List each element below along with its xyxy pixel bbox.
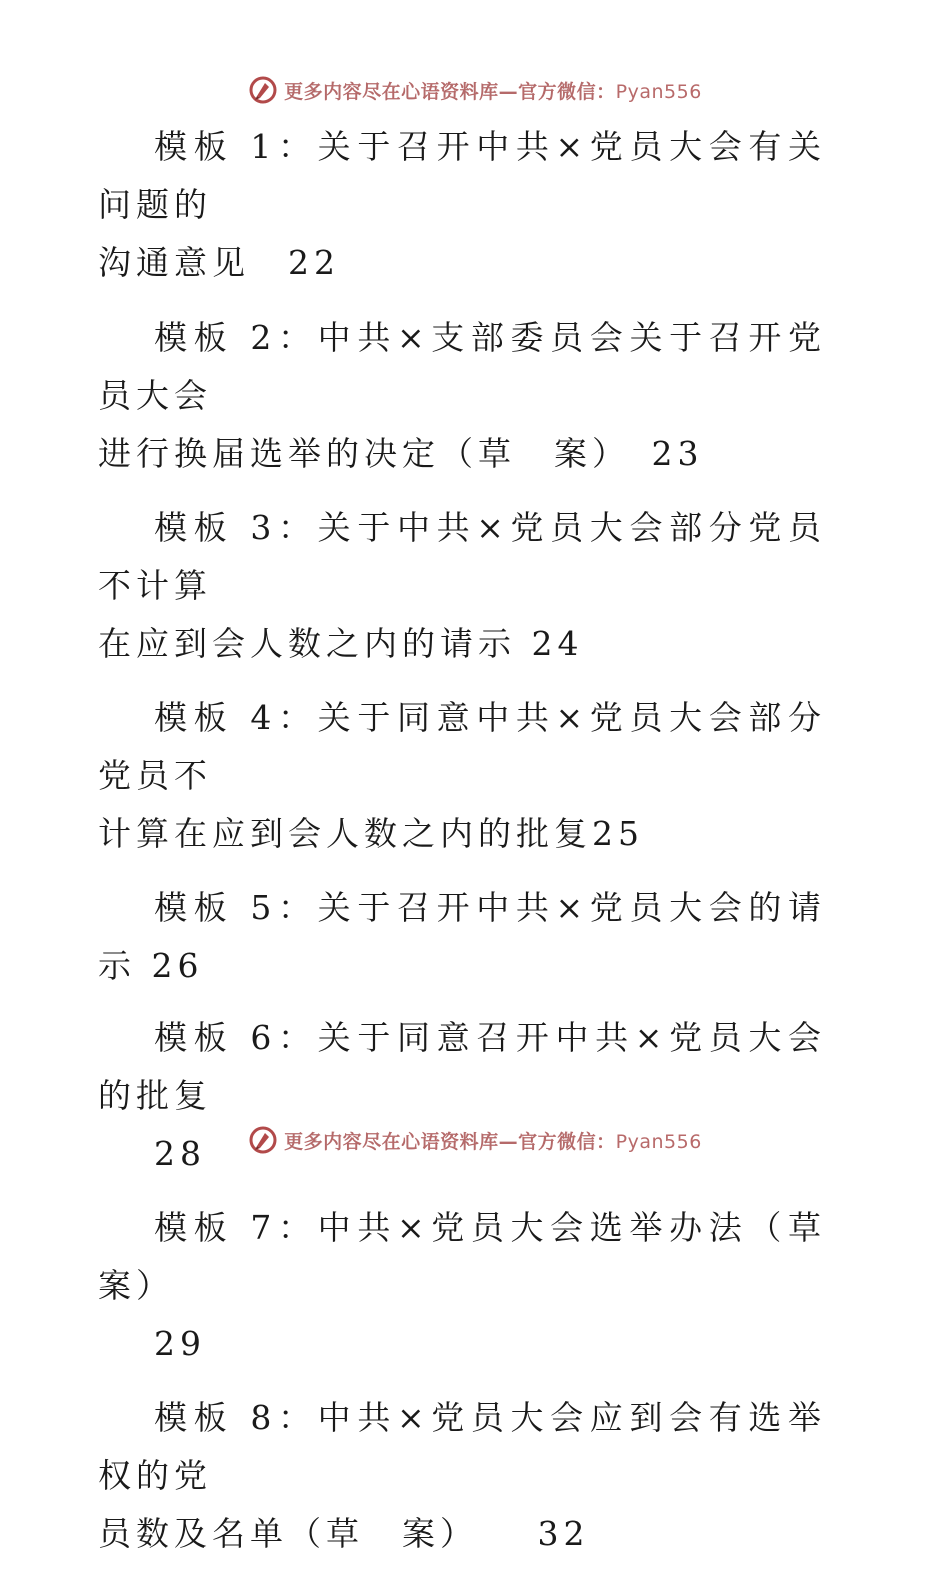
toc-entry-7 bbox=[98, 1199, 864, 1373]
toc-entry-line: 模板 8：中共×党员大会应到会有选举权的党 bbox=[98, 1398, 826, 1495]
pen-nib-circle-icon bbox=[248, 1125, 278, 1155]
toc-list bbox=[98, 118, 864, 1579]
header-watermark bbox=[0, 70, 950, 110]
toc-entry-line: 模板 2：中共×支部委员会关于召开党员大会 bbox=[98, 318, 826, 415]
watermark-text: 更多内容尽在心语资料库—官方微信：Pyan556 bbox=[284, 1130, 702, 1153]
toc-entry-line: 进行换届选举的决定（草 案） 23 bbox=[98, 434, 704, 473]
toc-entry-8 bbox=[98, 1389, 826, 1563]
toc-entry-line: 员数及名单（草 案） 32 bbox=[98, 1514, 590, 1553]
toc-entry-line: 模板 3：关于中共×党员大会部分党员不计算 bbox=[98, 508, 826, 605]
toc-entry-line: 模板 5：关于召开中共×党员大会的请示 26 bbox=[98, 888, 826, 985]
toc-entry-line: 计算在应到会人数之内的批复25 bbox=[98, 814, 644, 853]
toc-entry-line: 在应到会人数之内的请示 24 bbox=[98, 624, 584, 663]
toc-entry-line: 28 bbox=[154, 1134, 206, 1173]
toc-entry-line: 模板 6：关于同意召开中共×党员大会的批复 bbox=[98, 1018, 826, 1115]
toc-entry-1 bbox=[98, 118, 826, 292]
toc-entry-line: 29 bbox=[154, 1324, 206, 1363]
toc-entry-3 bbox=[98, 499, 826, 673]
footer-watermark bbox=[0, 1120, 950, 1160]
toc-entry-2 bbox=[98, 309, 826, 483]
toc-entry-line: 模板 4：关于同意中共×党员大会部分党员不 bbox=[98, 698, 826, 795]
toc-entry-line: 模板 1：关于召开中共×党员大会有关问题的 bbox=[98, 127, 826, 224]
toc-entry-4 bbox=[98, 689, 826, 863]
toc-entry-5 bbox=[98, 879, 826, 995]
pen-nib-circle-icon bbox=[248, 75, 278, 105]
toc-entry-line: 沟通意见 22 bbox=[98, 243, 340, 282]
toc-entry-line: 模板 7：中共×党员大会选举办法（草 案） bbox=[98, 1208, 864, 1305]
watermark-text: 更多内容尽在心语资料库—官方微信：Pyan556 bbox=[284, 80, 702, 103]
